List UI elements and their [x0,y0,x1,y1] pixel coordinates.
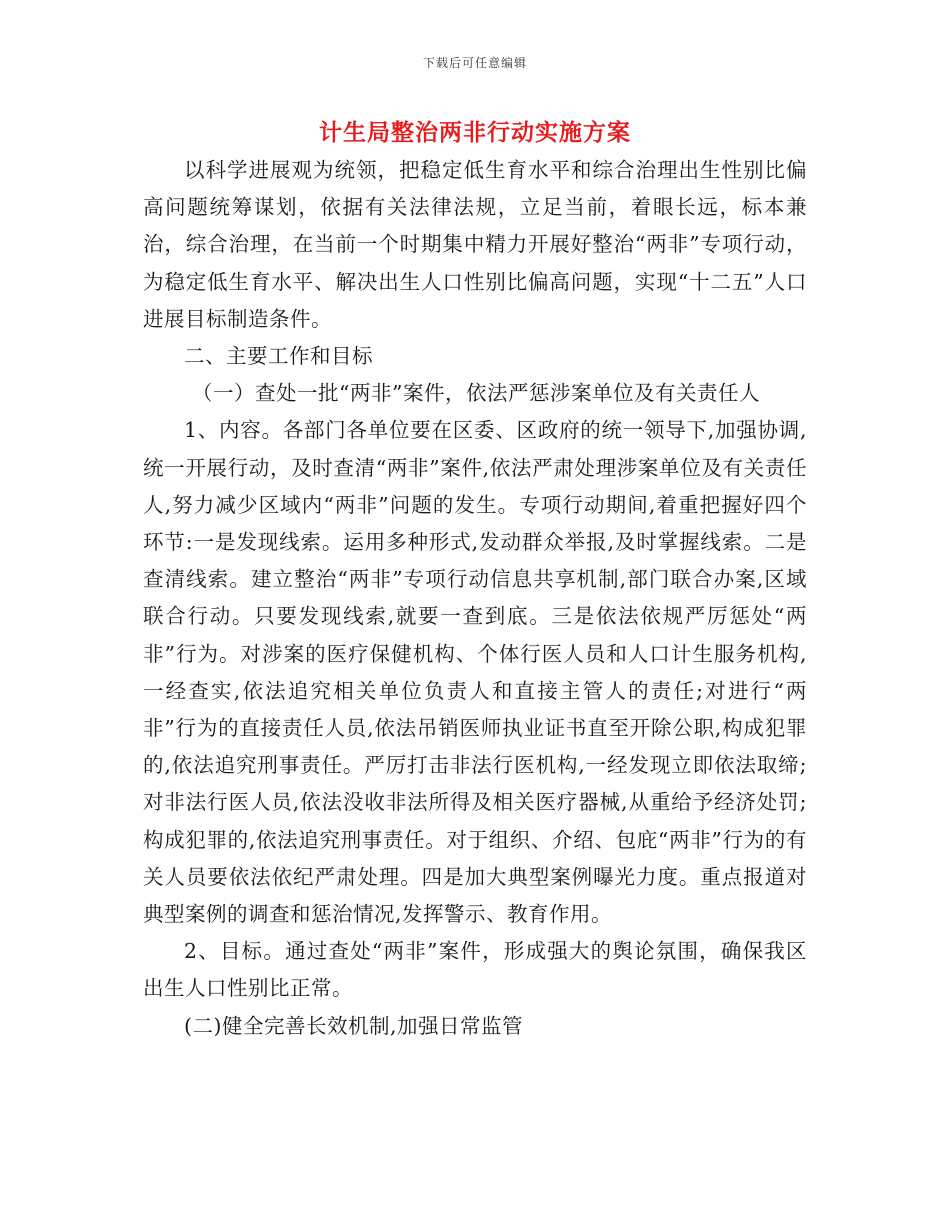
section-heading-main-tasks: 二、主要工作和目标 [184,344,373,369]
document-body [143,152,807,1045]
paragraph-intro: 以科学进展观为统领，把稳定低生育水平和综合治理出生性别比偏高问题统筹谋划，依据有关法律法规，立足当前，着眼长远，标本兼治，综合治理，在当前一个时期集中精力开展好整治“两非”专项行动，为稳定低生育水平、解决出生人口性别比偏高问题，实现“十二五”人口进展目标制造条件。 [143,158,807,331]
paragraph-goal: 2、目标。通过查处“两非”案件，形成强大的舆论氛围，确保我区出生人口性别比正常。 [143,939,807,1001]
header-note: 下载后可任意编辑 [422,56,527,70]
subsection-heading-1: （一）查处一批“两非”案件，依法严惩涉案单位及有关责任人 [192,381,760,406]
paragraph-content: 1、内容。各部门各单位要在区委、区政府的统一领导下,加强协调,统一开展行动，及时查清“两非”案件,依法严肃处理涉案单位及有关责任人,努力减少区域内“两非”问题的发生。专项行动期间,着重把握好四个环节:一是发现线索。运用多种形式,发动群众举报,及时掌握线索。二是查清线索。建立整治“两非”专项行动信息共享机制,部门联合办案,区域联合行动。只要发现线索,就要一查到底。三是依法依规严厉惩处“两非”行为。对涉案的医疗保健机构、个体行医人员和人口计生服务机构,一经查实,依法追究相关单位负责人和直接主管人的责任;对进行“两非”行为的直接责任人员,依法吊销医师执业证书直至开除公职,构成犯罪的,依法追究刑事责任。严厉打击非法行医机构,一经发现立即依法取缔;对非法行医人员,依法没收非法所得及相关医疗器械,从重给予经济处罚;构成犯罪的,依法追究刑事责任。对于组织、介绍、包庇“两非”行为的有关人员要依法依纪严肃处理。四是加大典型案例曝光力度。重点报道对典型案例的调查和惩治情况,发挥警示、教育作用。 [143,418,807,927]
document-title: 计生局整治两非行动实施方案 [319,119,631,146]
subsection-heading-2: (二)健全完善长效机制,加强日常监管 [184,1013,524,1038]
